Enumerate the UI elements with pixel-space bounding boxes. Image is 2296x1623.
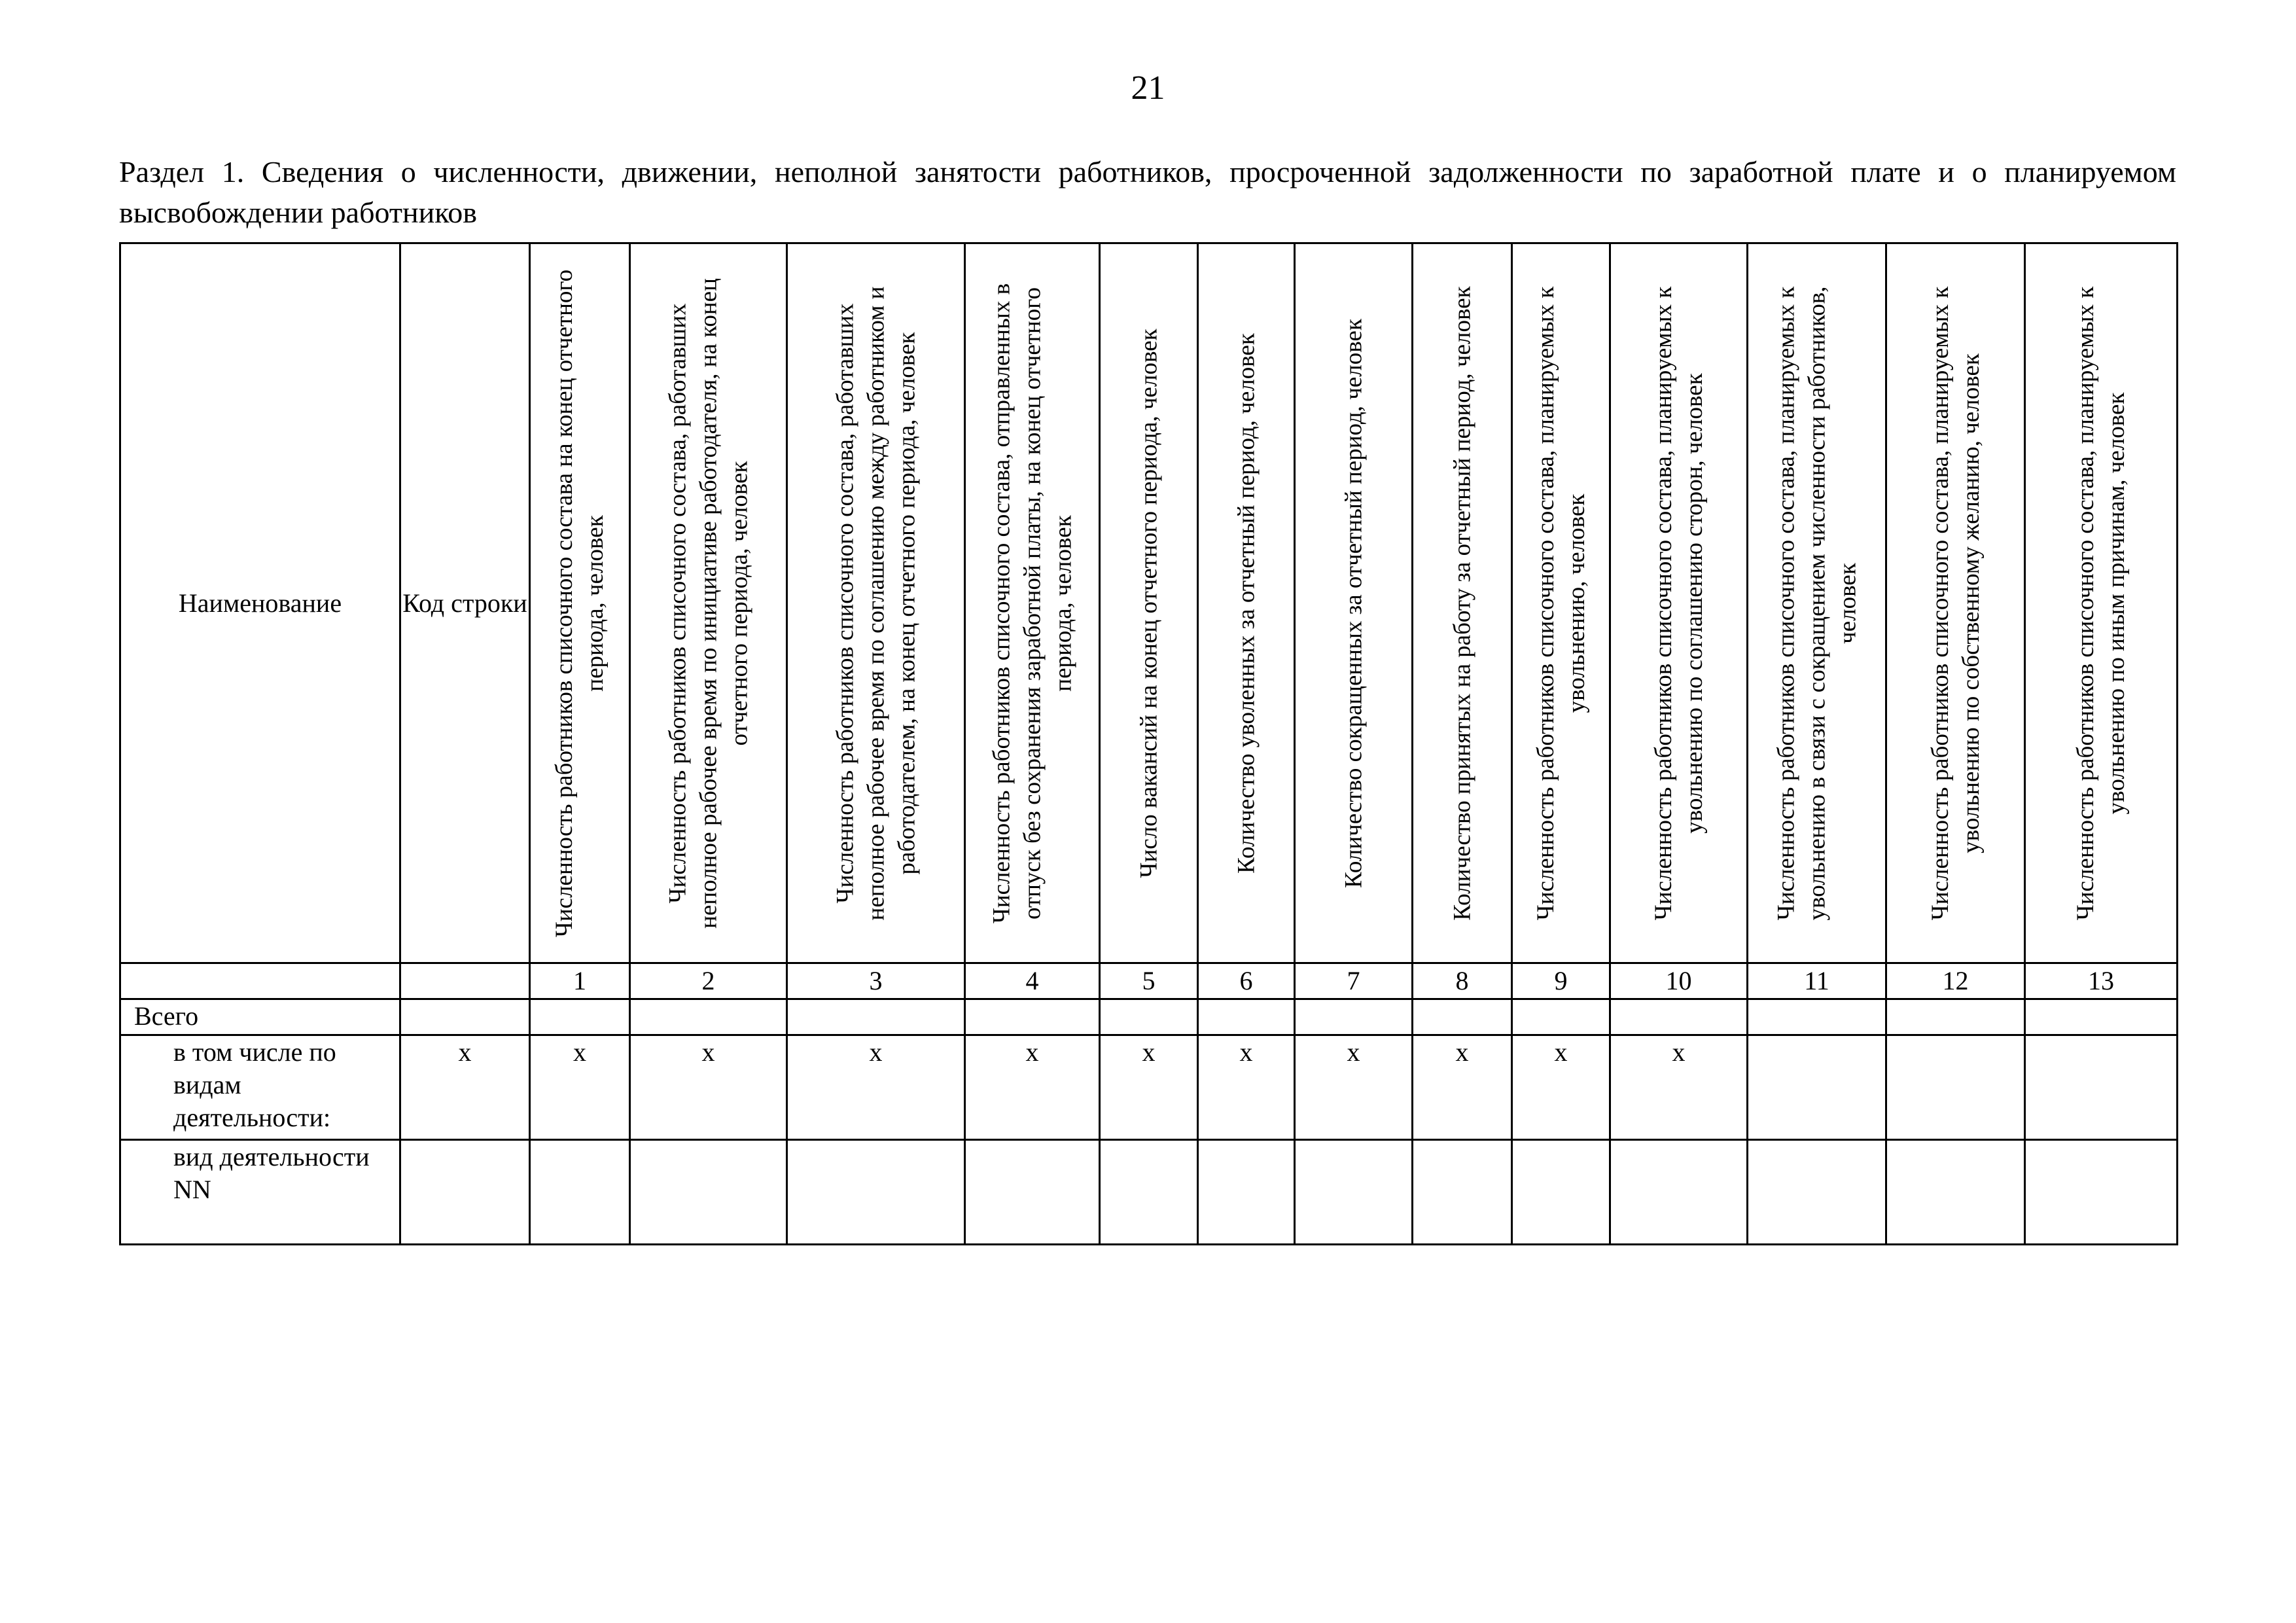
column-number-6: 6	[1198, 963, 1295, 999]
table-cell	[1748, 1035, 1886, 1140]
header-col-6-text: Количество уволенных за отчетный период, человек	[1233, 332, 1260, 874]
column-number-7: 7	[1295, 963, 1413, 999]
header-col-9	[1512, 243, 1610, 963]
header-col-2-text: Численность работников списочного состава, работавших неполное рабочее время по инициативе работодателя, на конец отчетного периода, человек	[664, 277, 752, 929]
x-mark-col-8: x	[1413, 1035, 1512, 1140]
x-mark-col-6: x	[1198, 1035, 1295, 1140]
table-cell	[1198, 1140, 1295, 1245]
column-number-9: 9	[1512, 963, 1610, 999]
header-name: Наименование	[120, 243, 400, 963]
column-number-8: 8	[1413, 963, 1512, 999]
header-col-7	[1295, 243, 1413, 963]
header-col-5-text: Число вакансий на конец отчетного периода, человек	[1135, 328, 1162, 878]
table-cell	[1748, 999, 1886, 1035]
num-name-empty	[120, 963, 400, 999]
column-number-row	[120, 963, 2178, 999]
column-number-2: 2	[630, 963, 787, 999]
x-mark-col-7: x	[1295, 1035, 1413, 1140]
table-cell	[1413, 1140, 1512, 1245]
table-cell	[1100, 1140, 1198, 1245]
header-col-12	[1886, 243, 2025, 963]
table-cell	[1610, 999, 1748, 1035]
column-number-3: 3	[787, 963, 965, 999]
table-cell	[1886, 999, 2025, 1035]
table-row-including	[120, 1035, 2178, 1140]
table-cell	[400, 1140, 530, 1245]
x-mark-col-5: x	[1100, 1035, 1198, 1140]
table-row-activity-kind	[120, 1140, 2178, 1245]
page-number: 21	[1131, 69, 1165, 107]
section-title: Раздел 1. Сведения о численности, движении, неполной занятости работников, просроченной задолженности по заработной плате и о планируемом высвобождении работников	[119, 155, 2176, 229]
header-col-1-text: Численность работников списочного состава на конец отчетного периода, человек	[551, 269, 609, 937]
table-cell	[1512, 1140, 1610, 1245]
table-cell	[2025, 1140, 2178, 1245]
table-cell	[1512, 999, 1610, 1035]
x-mark-code: x	[400, 1035, 530, 1140]
header-col-10-text: Численность работников списочного состава, планируемых к увольнению по соглашению сторон, человек	[1650, 286, 1708, 920]
x-mark-col-1: x	[530, 1035, 630, 1140]
row-label-total: Всего	[120, 999, 400, 1035]
header-col-6	[1198, 243, 1295, 963]
table-cell	[1413, 999, 1512, 1035]
table-cell	[1886, 1140, 2025, 1245]
header-col-4	[965, 243, 1100, 963]
table-cell	[787, 999, 965, 1035]
x-mark-col-10: x	[1610, 1035, 1748, 1140]
column-number-13: 13	[2025, 963, 2178, 999]
header-code: Код строки	[400, 243, 530, 963]
report-table	[119, 242, 2178, 1245]
header-row	[120, 243, 2178, 963]
table-row-total	[120, 999, 2178, 1035]
column-number-11: 11	[1748, 963, 1886, 999]
header-col-5	[1100, 243, 1198, 963]
header-col-8	[1413, 243, 1512, 963]
header-col-3	[787, 243, 965, 963]
num-code-empty	[400, 963, 530, 999]
header-col-12-text: Численность работников списочного состава, планируемых к увольнению по собственному желанию, человек	[1926, 286, 1985, 920]
table-cell	[1748, 1140, 1886, 1245]
header-col-3-text: Численность работников списочного состава, работавших неполное рабочее время по соглашению между работником и работодателем, на конец отчетного периода, человек	[832, 286, 920, 920]
header-col-1	[530, 243, 630, 963]
table-cell	[965, 999, 1100, 1035]
row-label-including: в том числе по видам деятельности:	[120, 1035, 400, 1140]
table-cell	[1100, 999, 1198, 1035]
header-col-8-text: Количество принятых на работу за отчетный период, человек	[1449, 285, 1475, 921]
table-cell	[1295, 999, 1413, 1035]
table-cell	[787, 1140, 965, 1245]
table-cell	[400, 999, 530, 1035]
row-label-activity-kind: вид деятельности NN	[120, 1140, 400, 1245]
x-mark-col-9: x	[1512, 1035, 1610, 1140]
x-mark-col-4: x	[965, 1035, 1100, 1140]
table-cell	[2025, 1035, 2178, 1140]
header-col-11	[1748, 243, 1886, 963]
table-cell	[1886, 1035, 2025, 1140]
table-cell	[530, 999, 630, 1035]
header-col-11-text: Численность работников списочного состава, планируемых к увольнению в связи с сокращением численности работников, человек	[1773, 286, 1861, 920]
column-number-5: 5	[1100, 963, 1198, 999]
column-number-12: 12	[1886, 963, 2025, 999]
header-col-4-text: Численность работников списочного состава, отправленных в отпуск без сохранения заработной платы, на конец отчетного периода, человек	[988, 283, 1076, 923]
table-cell	[530, 1140, 630, 1245]
x-mark-col-3: x	[787, 1035, 965, 1140]
header-col-10	[1610, 243, 1748, 963]
table-cell	[630, 1140, 787, 1245]
column-number-10: 10	[1610, 963, 1748, 999]
table-cell	[1198, 999, 1295, 1035]
header-col-2	[630, 243, 787, 963]
column-number-4: 4	[965, 963, 1100, 999]
header-col-13	[2025, 243, 2178, 963]
x-mark-col-2: x	[630, 1035, 787, 1140]
table-cell	[630, 999, 787, 1035]
column-number-1: 1	[530, 963, 630, 999]
table-cell	[1610, 1140, 1748, 1245]
header-col-13-text: Численность работников списочного состава, планируемых к увольнению по иным причинам, человек	[2072, 286, 2130, 920]
header-col-7-text: Количество сокращенных за отчетный период, человек	[1340, 318, 1367, 888]
table-cell	[2025, 999, 2178, 1035]
table-cell	[965, 1140, 1100, 1245]
header-col-9-text: Численность работников списочного состава, планируемых к увольнению, человек	[1532, 286, 1590, 920]
table-cell	[1295, 1140, 1413, 1245]
